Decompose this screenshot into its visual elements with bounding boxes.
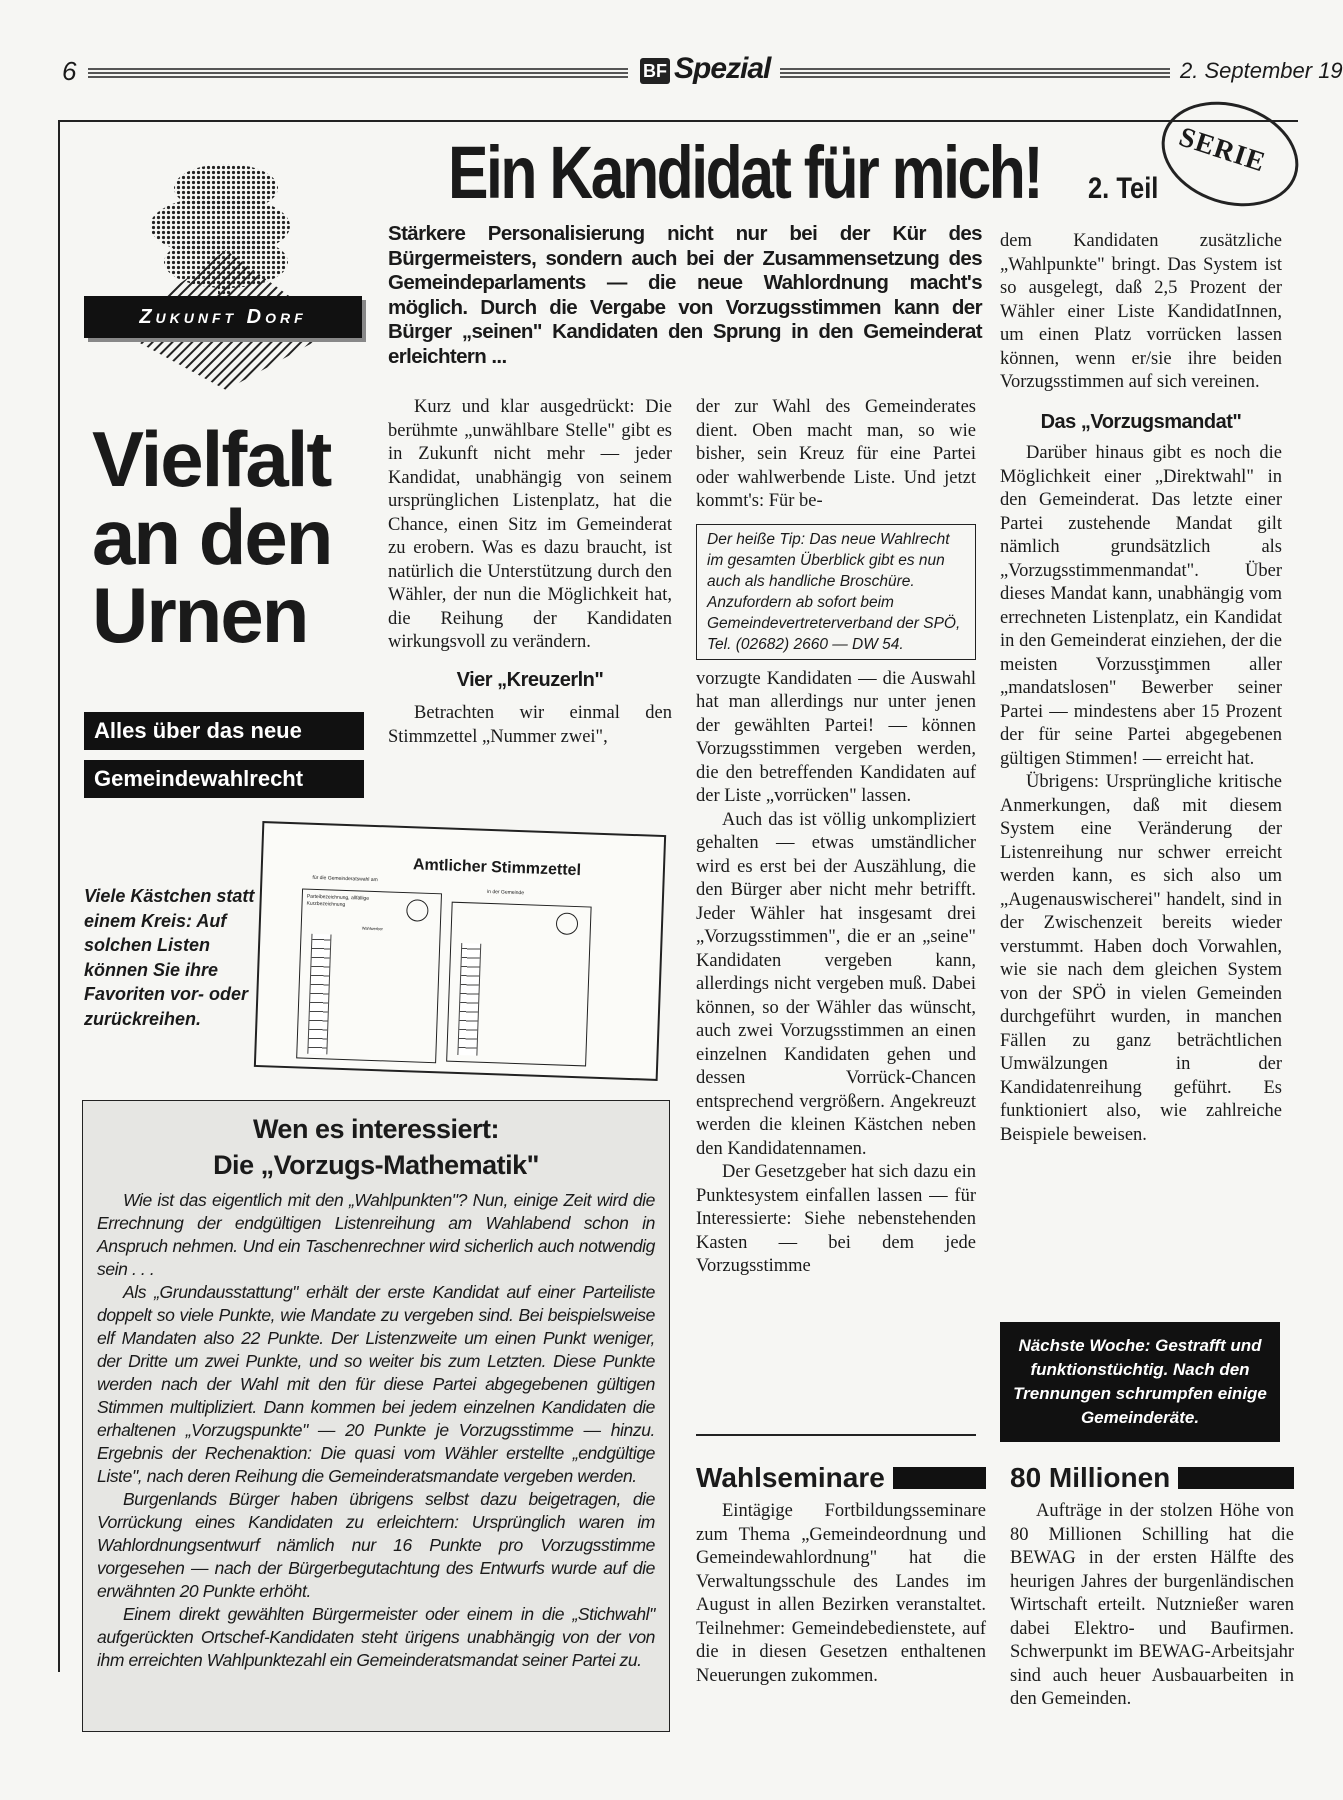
ballot-list-right <box>446 902 591 1067</box>
headline <box>448 130 1171 215</box>
ballot-illustration <box>254 821 666 1081</box>
col2-end-rule <box>696 1434 976 1436</box>
page-number: 6 <box>62 56 77 86</box>
math-box-title-1: Wen es interessiert: <box>252 1114 500 1144</box>
col3-paragraph-1: dem Kandidaten zusätzliche „Wahlpunkte" bringt. Das System ist so ausgelegt, daß 2,5 Prozent der Wähler einer Liste KandidatInnen, um einen Platz vorrücken lassen können, wenn er/sie ihre beiden Vorzugsstimmen auf sich vereinen. <box>1000 231 1282 392</box>
col2-paragraph-2: vorzugte Kandidaten — die Auswahl hat man allerdings nur unter jenen der gewählten Partei! — können Vorzugsstimmen vergeben werden, die den betreffenden Kandidaten auf der Liste „vorrücken" lassen. <box>696 668 976 806</box>
ballot-checkboxes <box>457 943 481 1056</box>
headline-part: 2. Teil <box>1088 172 1159 205</box>
ballot-subtitle-left: für die Gemeinderatswahl am <box>312 874 378 884</box>
series-stamp <box>1148 85 1312 223</box>
series-stamp-text: SERIE <box>1175 121 1270 179</box>
seminar-paragraph: Eintägige Fortbildungsseminare zum Thema „Gemeindeordnung und Gemeindewahlordnung" hat die Verwaltungsschule des Landes im August in allen Bezirken veranstaltet. Teilnehmer: Gemeindebedienstete, auf die in diesen Gesetzen enthaltenen Neuerungen zukommen. <box>696 1501 986 1686</box>
ballot-caption: Viele Kästchen statt einem Kreis: Auf solchen Listen können Sie ihre Favoriten vor- oder zurückreihen. <box>84 886 255 1029</box>
seminar-section <box>696 1462 986 1688</box>
math-box-paragraph-2: Als „Grundausstattung" erhält der erste Kandidat auf einer Parteiliste doppelt so viele Punkte, wie Mandate zu vergeben sind. Bei beispielsweise elf Mandaten also 22 Punkte. Der Listenzweite um einen Punkt weniger, der Dritte um zwei Punkte, und so weiter bis zum Letzten. Diese Punkte werden nach der Wahl mit den für diese Partei abgegebenen gültigen Stimmen multipliziert. Dann kommen bei jedem einzelnen Kandidaten die erhaltenen „Vorzugspunkte" — 20 Punkte je Vorzugsstimme — hinzu. Ergebnis der Rechenaktion: Die quasi vom Wähler erstellte „endgültige Liste", nach deren Reihung die Gemeinderatsmandate vergeben werden. <box>97 1282 655 1486</box>
millionen-section <box>1010 1462 1294 1712</box>
lead-paragraph: Stärkere Personalisierung nicht nur bei der Kür des Bürgermeisters, sondern auch bei der Zusammensetzung des Gemeindeparlaments — die neue Wahlordnung macht's möglich. Durch die Vergabe von Vorzugsstimmen kann der Bürger „seinen" Kandidaten den Sprung in den Gemeinderat erleichtern ... <box>388 222 982 368</box>
ballot-party-circle <box>556 912 579 935</box>
millionen-title: 80 Millionen <box>1010 1462 1171 1493</box>
col3-subhead: Das „Vorzugsmandat" <box>1040 410 1242 433</box>
seminar-header <box>696 1462 986 1494</box>
headline-title: Ein Kandidat für mich! <box>448 131 1042 214</box>
zukunft-dorf-graphic <box>96 130 358 400</box>
ballot-list-left <box>296 888 442 1063</box>
issue-date: 2. September 19 <box>1180 58 1343 83</box>
seminar-title: Wahlseminare <box>696 1462 885 1493</box>
math-box-paragraph-3: Burgenlands Bürger haben übrigens selbst dazu beigetragen, die Vorrückung eines Kandidaten zu erleichtern: Ursprünglich waren im Wahlordnungsentwurf nämlich nur 16 Punkte pro Vorzugsstimme vorgesehen — nach der Bürgerbegutachtung des Entwurfs wurde auf die erwähnten 20 Punkte erhöht. <box>97 1489 655 1601</box>
col1-paragraph-1: Kurz und klar ausgedrückt: Die berühmte „unwählbare Stelle" gibt es in Zukunft nicht mehr — jeder Kandidat, unabhängig von seinem ursprünglichen Listenplatz, hat die Chance, einen Sitz im Gemeinderat zu erobern. Was es dazu braucht, ist natürlich die Unterstützung durch den Wähler, der nun die Möglichkeit hat, die Reihung der Kandidaten wirkungsvoll zu verändern. <box>388 397 672 652</box>
col2-paragraph-1: der zur Wahl des Gemeinderates dient. Oben macht man, so wie bisher, sein Kreuz für eine Partei oder wahlwerbende Liste. Und jetzt kommt's: Für be- <box>696 397 976 511</box>
seminar-title-bar <box>893 1467 986 1489</box>
math-box-paragraph-1: Wie ist das eigentlich mit den „Wahlpunkten"? Nun, einige Zeit wird die Errechnung der endgültigen Listenreihung am Wahlabend schon in Anspruch nehmen. Und ein Taschenrechner wird sicherlich auch notwendig sein . . . <box>97 1190 655 1279</box>
ballot-party-circle <box>406 899 429 922</box>
page-header <box>60 52 1343 90</box>
frame-left-rule <box>58 120 60 1672</box>
sidebar-title-line-3: Urnen <box>92 571 308 659</box>
sidebar-tag-1: Alles über das neue <box>84 712 364 750</box>
column-1 <box>388 396 672 749</box>
math-box <box>82 1100 670 1732</box>
frame-top-rule <box>58 120 1298 122</box>
column-2 <box>696 396 976 1279</box>
sidebar-tag-2: Gemeindewahlrecht <box>84 760 364 798</box>
sidebar-title <box>92 415 372 659</box>
col2-paragraph-3: Auch das ist völlig unkompliziert gehalten — etwas umständlicher wird es erst bei der Auszählung, die den Bürger aber nicht mehr betrifft. Jeder Wähler hat insgesamt drei „Vorzugsstimmen", die er an „seine" Kandidaten vergeben kann, allerdings nicht vergeben muß. Dabei können, so der Wähler das wünscht, auch zwei Vorzugsstimmen an einen einzelnen Kandidaten gehen und dessen Vorrück-Chancen entsprechend vergrößern. Angekreuzt werden die kleinen Kästchen neben den Kandidatennamen. <box>696 809 976 1159</box>
bf-logo: BF <box>640 58 670 84</box>
spezial-logo: Spezial <box>674 52 771 85</box>
ballot-title: Amtlicher Stimmzettel <box>412 856 582 880</box>
math-box-paragraph-4: Einem direkt gewählten Bürgermeister oder einem in die „Stichwahl" aufgerückten Ortschef-Kandidaten steht ürigens unabhängig von der von ihm erreichten Wahlpunktezahl ein Gemeinderatsmandat seiner Partei zu. <box>97 1604 655 1670</box>
ballot-checkboxes <box>307 934 331 1055</box>
col1-paragraph-2: Betrachten wir einmal den Stimmzettel „Nummer zwei", <box>388 703 672 747</box>
header-rule-left <box>88 66 628 78</box>
column-3 <box>1000 230 1282 1147</box>
ballot-subtitle-right: in der Gemeinde <box>486 888 525 897</box>
millionen-title-bar <box>1178 1467 1294 1489</box>
header-rule-right <box>780 66 1170 78</box>
col3-paragraph-2: Darüber hinaus gibt es noch die Möglichkeit einer „Direktwahl" in den Gemeinderat. Das letzte einer Partei zustehende Mandat gilt nämlich grundsätzlich als „Vorzugsstimmenmandat". Über dieses Mandat kann, unabhängig vom errechneten Listenplatz, ein Kandidat in den Gemeinderat einziehen, der die meisten Vorzussţimmen aller „mandatslosen" Bewerber seiner Partei — mindestens aber 15 Prozent der für seine Partei abgegebenen gültigen Stimmen! — erreicht hat. <box>1000 443 1282 769</box>
millionen-text <box>1010 1500 1294 1712</box>
sidebar-title-line-1: Vielfalt <box>92 415 331 503</box>
tree-icon <box>96 130 358 400</box>
tip-box: Der heiße Tip: Das neue Wahlrecht im gesamten Überblick gibt es nun auch als handliche Broschüre. Anzufordern ab sofort beim Gemeindevertreterverband der SPÖ, Tel. (02682) 2660 — DW 54. <box>696 524 976 660</box>
millionen-header <box>1010 1462 1294 1494</box>
ballot-column-label: Wahlwerber <box>361 925 384 932</box>
ballot-party-label: Parteibezeichnung, allfällige Kurzbezeichnung <box>306 893 370 908</box>
sidebar-title-line-2: an den <box>92 493 332 581</box>
col1-subhead: Vier „Kreuzerln" <box>456 668 604 691</box>
math-box-body <box>97 1189 655 1672</box>
col3-paragraph-3: Übrigens: Ursprüngliche kritische Anmerkungen, daß mit diesem System eine Veränderung der Listenreihung nur schwer erreicht werden kann, es sich also um „Augenauswischerei" handelt, sind in der Zwischenzeit bereits wieder verstummt. Haben doch Vorwahlen, wie sie nach dem gleichen System von der SPÖ in vielen Gemeinden durchgeführt wurden, in manchen Fällen zu ganz beträchtlichen Umwälzungen in der Kandidatenreihung geführt. Es funktioniert also, wie zahlreiche Beispiele beweisen. <box>1000 772 1282 1145</box>
millionen-paragraph: Aufträge in der stolzen Höhe von 80 Millionen Schilling hat die BEWAG in der ersten Hälfte des heurigen Jahres der burgenländischen Wirtschaft erteilt. Nutznießer waren dabei Elektro- und Baufirmen. Schwerpunkt im BEWAG-Arbeitsjahr sind auch heuer Ausbauarbeiten in den Gemeinden. <box>1010 1501 1294 1709</box>
col2-paragraph-4: Der Gesetzgeber hat sich dazu ein Punktesystem einfallen lassen — für Interessierte: Siehe nebenstehenden Kasten — bei dem jede Vorzugsstimme <box>696 1162 976 1276</box>
kicker-text: Zukunft Dorf <box>139 306 307 328</box>
math-box-title-2: Die „Vorzugs-Mathematik" <box>213 1150 539 1180</box>
next-week-box: Nächste Woche: Gestrafft und funktionstüchtig. Nach den Trennungen schrumpfen einige Gemeinderäte. <box>1000 1322 1280 1442</box>
seminar-text <box>696 1500 986 1688</box>
kicker-banner <box>84 296 362 338</box>
